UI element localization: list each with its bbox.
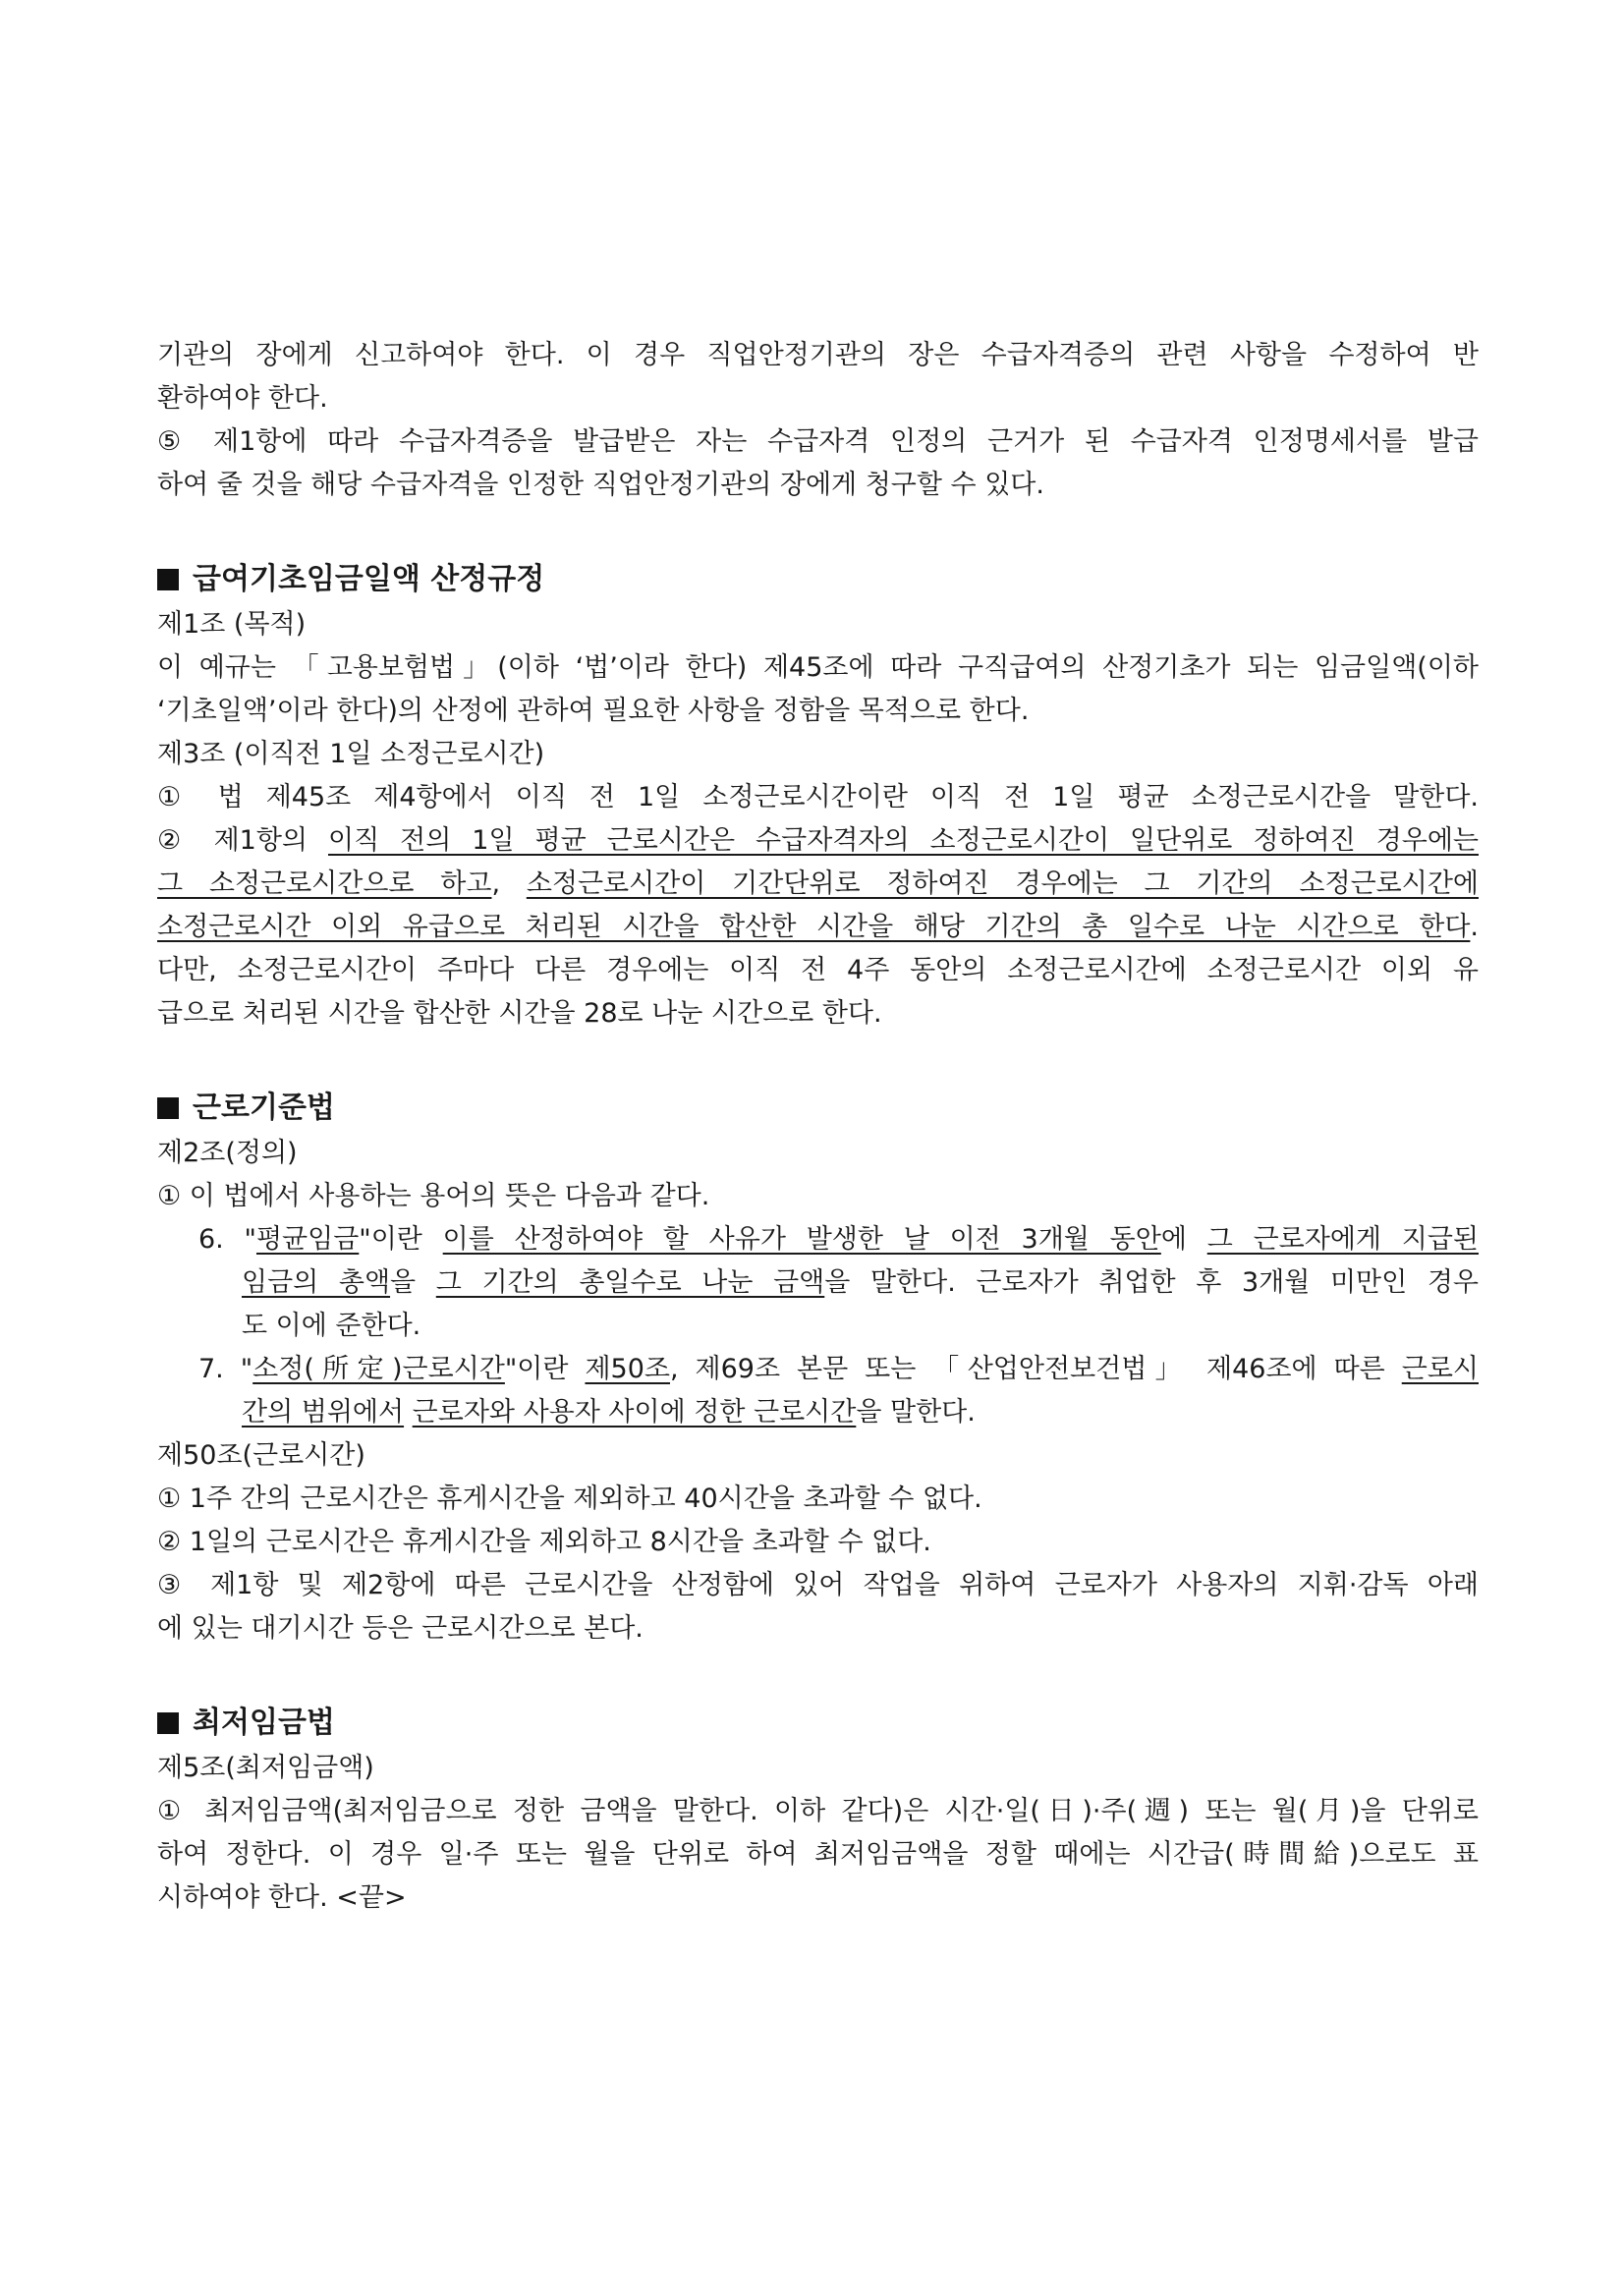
square-bullet-icon bbox=[157, 569, 179, 590]
article-title: 제3조 (이직전 1일 소정근로시간) bbox=[157, 739, 545, 769]
underlined-text: 소정근로시간이 기간단위로 정하여진 경우에는 그 기간의 소정근로시간에 bbox=[526, 868, 1479, 899]
underlined-text: 제50조 bbox=[585, 1354, 670, 1384]
text-line: ② 1일의 근로시간은 휴게시간을 제외하고 8시간을 초과할 수 없다. bbox=[157, 1527, 931, 1557]
text-line: 환하여야 한다. bbox=[157, 383, 328, 414]
text-line: ① 법 제45조 제4항에서 이직 전 1일 소정근로시간이란 이직 전 1일 평균 소정근로시간을 말한다. bbox=[157, 782, 1479, 812]
underlined-text: 그 근로자에게 지급된 bbox=[1206, 1224, 1480, 1255]
underlined-text: 이직 전의 1일 평균 근로시간은 수급자격자의 소정근로시간이 일단위로 정하여진 경우에는 bbox=[327, 825, 1479, 856]
square-bullet-icon bbox=[157, 1097, 179, 1119]
article-title: 제50조(근로시간) bbox=[157, 1440, 365, 1471]
underlined-text: 그 소정근로시간으로 하고 bbox=[157, 868, 492, 899]
text-line: 간의 범위에서 근로자와 사용자 사이에 정한 근로시간을 말한다. bbox=[242, 1397, 976, 1428]
text-line: 에 있는 대기시간 등은 근로시간으로 본다. bbox=[157, 1613, 644, 1644]
text-line: 하여 줄 것을 해당 수급자격을 인정한 직업안정기관의 장에게 청구할 수 있다. bbox=[157, 470, 1044, 500]
section-heading: 급여기초임금일액 산정규정 bbox=[157, 556, 1479, 603]
text-line: 7. "소정(所定)근로시간"이란 제50조, 제69조 본문 또는 「산업안전보건법」 제46조에 따른 근로시 bbox=[198, 1354, 1479, 1384]
underlined-text: 소정근로시간 이외 유급으로 처리된 시간을 합산한 시간을 해당 기간의 총 일수로 나눈 시간으로 한다 bbox=[157, 912, 1471, 942]
text-line: 소정근로시간 이외 유급으로 처리된 시간을 합산한 시간을 해당 기간의 총 일수로 나눈 시간으로 한다. bbox=[157, 912, 1479, 942]
underlined-text: 임금의 총액 bbox=[242, 1267, 391, 1298]
text-line: ③ 제1항 및 제2항에 따른 근로시간을 산정함에 있어 작업을 위하여 근로자가 사용자의 지휘·감독 아래 bbox=[157, 1570, 1479, 1600]
text-line: 시하여야 한다. <끝> bbox=[157, 1882, 407, 1913]
text-line: 다만, 소정근로시간이 주마다 다른 경우에는 이직 전 4주 동안의 소정근로시간에 소정근로시간 이외 유 bbox=[157, 955, 1479, 985]
text-line: 이 예규는 「고용보험법」(이하 ‘법’이라 한다) 제45조에 따라 구직급여의 산정기초가 되는 임금일액(이하 bbox=[157, 652, 1479, 683]
text-line: 하여 정한다. 이 경우 일·주 또는 월을 단위로 하여 최저임금액을 정할 때에는 시간급(時間給)으로도 표 bbox=[157, 1839, 1479, 1870]
text-line: ① 이 법에서 사용하는 용어의 뜻은 다음과 같다. bbox=[157, 1181, 710, 1211]
text-line: ② 제1항의 이직 전의 1일 평균 근로시간은 수급자격자의 소정근로시간이 일단위로 정하여진 경우에는 bbox=[157, 825, 1479, 856]
section-heading: 근로기준법 bbox=[157, 1085, 1479, 1132]
underlined-text: 간의 범위에서 bbox=[242, 1397, 405, 1428]
text-line: ⑤ 제1항에 따라 수급자격증을 발급받은 자는 수급자격 인정의 근거가 된 수급자격 인정명세서를 발급 bbox=[157, 426, 1479, 457]
text-line: 기관의 장에게 신고하여야 한다. 이 경우 직업안정기관의 장은 수급자격증의 관련 사항을 수정하여 반 bbox=[157, 340, 1479, 370]
underlined-text: 이를 산정하여야 할 사유가 발생한 날 이전 3개월 동안 bbox=[442, 1224, 1161, 1255]
text-line: 도 이에 준한다. bbox=[242, 1311, 421, 1341]
document-page bbox=[157, 334, 1479, 1920]
text-line: ‘기초일액’이라 한다)의 산정에 관하여 필요한 사항을 정함을 목적으로 한다. bbox=[157, 696, 1030, 726]
text-line: ① 1주 간의 근로시간은 휴게시간을 제외하고 40시간을 초과할 수 없다. bbox=[157, 1484, 982, 1514]
underlined-text: 근로시 bbox=[1401, 1354, 1479, 1384]
article-title: 제1조 (목적) bbox=[157, 609, 307, 640]
text-line: 그 소정근로시간으로 하고, 소정근로시간이 기간단위로 정하여진 경우에는 그 기간의 소정근로시간에 bbox=[157, 868, 1479, 899]
section-heading: 최저임금법 bbox=[157, 1700, 1479, 1747]
section-minimum-wage bbox=[157, 1700, 1479, 1920]
text-line: 임금의 총액을 그 기간의 총일수로 나눈 금액을 말한다. 근로자가 취업한 후 3개월 미만인 경우 bbox=[242, 1267, 1479, 1298]
intro-paragraph bbox=[157, 334, 1479, 507]
square-bullet-icon bbox=[157, 1712, 179, 1734]
underlined-text: 소정(所定)근로시간 bbox=[252, 1354, 505, 1384]
section-labor-standards bbox=[157, 1085, 1479, 1651]
article-title: 제2조(정의) bbox=[157, 1138, 298, 1168]
text-line: 6. "평균임금"이란 이를 산정하여야 할 사유가 발생한 날 이전 3개월 동안에 그 근로자에게 지급된 bbox=[198, 1224, 1480, 1255]
underlined-text: 그 기간의 총일수로 나눈 금액 bbox=[435, 1267, 825, 1298]
underlined-text: 평균임금 bbox=[255, 1224, 360, 1255]
section-wage-base bbox=[157, 556, 1479, 1036]
article-title: 제5조(최저임금액) bbox=[157, 1753, 374, 1783]
text-line: ① 최저임금액(최저임금으로 정한 금액을 말한다. 이하 같다)은 시간·일(日)·주(週) 또는 월(月)을 단위로 bbox=[157, 1796, 1479, 1826]
text-line: 급으로 처리된 시간을 합산한 시간을 28로 나눈 시간으로 한다. bbox=[157, 998, 882, 1029]
underlined-text: 근로자와 사용자 사이에 정한 근로시간 bbox=[412, 1397, 857, 1428]
